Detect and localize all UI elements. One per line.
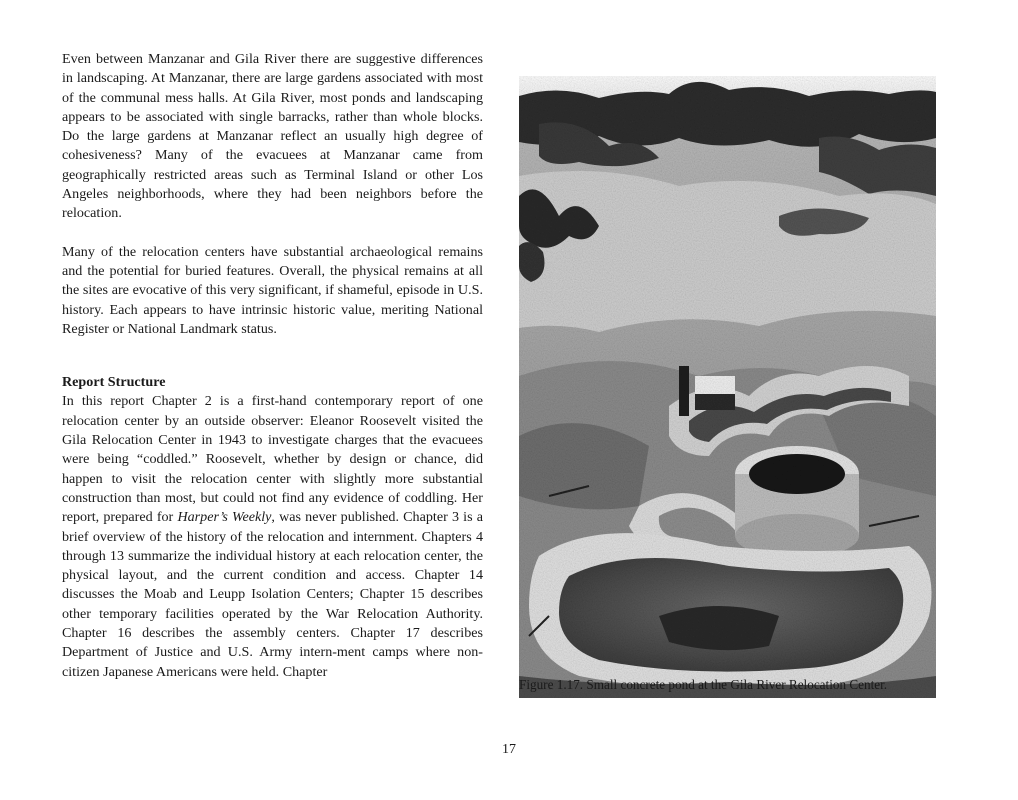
paragraph-text-part-2: , was never published. Chapter 3 is a brief overview of the history of the relocation and internment. Chapters 4 through 13 summarize the individual history at each relocation center, the physical layout, and the current condition and access. Chapter 14 discusses the Moab and Leupp Isolation Centers; Chapter 15 describes other temporary facilities operated by the War Relocation Authority. Chapter 16 describes the assembly centers. Chapter 17 describes Department of Justice and U.S. Army intern-ment camps where non-citizen Japanese Americans were held. Chapter xyxy=(62,509,483,680)
publication-title: Harper’s Weekly xyxy=(177,509,272,526)
section-heading: Report Structure xyxy=(62,374,166,391)
body-text-column xyxy=(62,50,483,682)
paragraph-landscaping: Even between Manzanar and Gila River there are suggestive differences in landscaping. At Manzanar, there are large gardens associated with most of the communal mess halls. At Gila River, most ponds and landscaping appears to be associated with single barracks, rather than whole blocks. Do the large gardens at Manzanar reflect an usually high degree of cohesiveness? Many of the evacuees at Manzanar came from geographically restricted areas such as Terminal Island or other Los Angeles neighborhoods, where they had been neighbors before the relocation. xyxy=(62,51,483,222)
pond-photograph xyxy=(519,76,936,698)
page-number: 17 xyxy=(502,742,516,757)
paragraph-report-structure xyxy=(62,392,483,681)
figure-caption: Figure 1.17. Small concrete pond at the Gila River Relocation Center. xyxy=(519,677,888,692)
paragraph-text-part-1: In this report Chapter 2 is a first-hand contemporary report of one relocation center by an outside observer: Eleanor Roosevelt visited the Gila Relocation Center in 1943 to investigate charges that the evacuees were being “coddled.” Roosevelt, whether by design or chance, did happen to visit the relocation center with slightly more substantial construction than most, but could not find any evidence of coddling. Her report, prepared for xyxy=(62,393,483,526)
paragraph-archaeological-remains: Many of the relocation centers have substantial archaeological remains and the potential for buried features. Overall, the physical remains at all the sites are evocative of this very significant, if shameful, episode in U.S. history. Each appears to have intrinsic historic value, meriting National Register or National Landmark status. xyxy=(62,243,483,337)
